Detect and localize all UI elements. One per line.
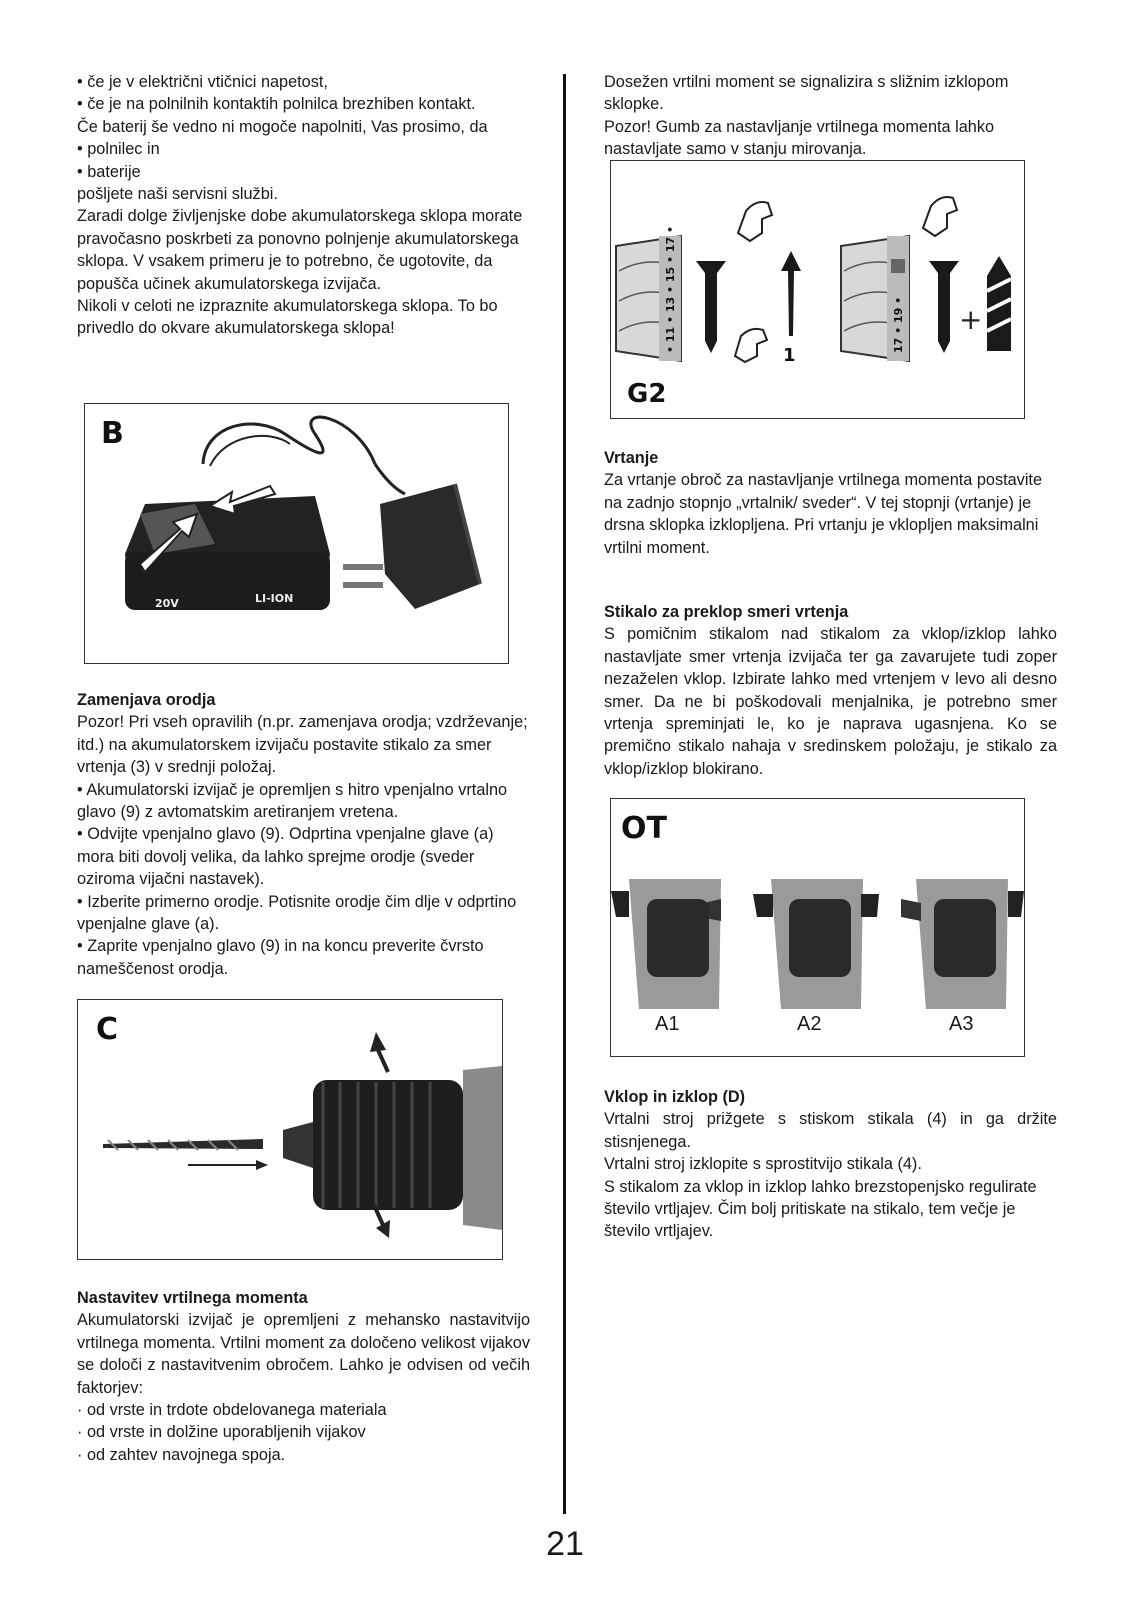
- strong-arm-icon-2: [923, 197, 957, 236]
- torque-knob-warning: Pozor! Gumb za nastavljanje vrtilnega momenta lahko nastavljate samo v stanju mirovanja.: [604, 117, 995, 159]
- charger-battery-illustration: [85, 404, 508, 663]
- page-number: 21: [546, 1525, 584, 1563]
- weak-arm-icon: [735, 329, 767, 362]
- figure-c-label: C: [96, 1012, 119, 1047]
- torque-factor-1: · od vrste in trdote obdelovanega materiala: [77, 1401, 387, 1420]
- battery-life-paragraph: Zaradi dolge življenjske dobe akumulatorskega sklopa morate pravočasno poskrbeti za ponovno polnjenje akumulatorskega sklopa. V vsakem primeru je to potrebno, če ugotovite, da popušča učinek akumulatorskega izvijača.: [77, 207, 523, 293]
- onoff-text-2: Vrtalni stroj izklopite s sprostitvijo stikala (4).: [604, 1155, 922, 1174]
- service-sentence: pošljete naši servisni službi.: [77, 185, 278, 204]
- torque-factor-3: · od zahtev navojnega spoja.: [77, 1445, 286, 1464]
- step-number: 1: [783, 345, 796, 366]
- onoff-heading: Vklop in izklop (D): [604, 1088, 746, 1106]
- figure-b-label: B: [101, 416, 124, 451]
- ring2-scale-label: 17 • 19 •: [892, 296, 905, 353]
- figure-b: [84, 403, 509, 664]
- figure-g2-label: G2: [627, 379, 667, 409]
- torque-heading: Nastavitev vrtilnega momenta: [77, 1289, 308, 1307]
- torque-settings-illustration: [611, 161, 1024, 418]
- bullet-voltage: • če je v električni vtičnici napetost,: [77, 73, 328, 91]
- direction-section: [604, 601, 1057, 780]
- onoff-text-1: Vrtalni stroj prižgete s stiskom stikala (4) in ga držite stisnjenega.: [604, 1110, 1057, 1151]
- tool-change-bullet-1: • Akumulatorski izvijač je opremljen s hitro vpenjalno vrtalno glavo (9) z avtomatskim aretiranjem vretena.: [77, 780, 508, 822]
- left-intro-text: [77, 71, 530, 340]
- drilling-heading: Vrtanje: [604, 449, 659, 467]
- column-divider: [563, 74, 566, 1514]
- clutch-signal-text: Dosežen vrtilni moment se signalizira s sližnim izklopom sklopke.: [604, 73, 1009, 114]
- torque-factor-2: · od vrste in dolžine uporabljenih vijakov: [77, 1423, 366, 1442]
- bullet-contact: • če je na polnilnih kontaktih polnilca brezhiben kontakt.: [77, 95, 476, 114]
- strong-arm-icon: [738, 202, 772, 241]
- tool-change-bullet-4: • Zaprite vpenjalno glavo (9) in na koncu preverite čvrsto nameščenost orodja.: [77, 937, 484, 978]
- direction-heading: Stikalo za preklop smeri vrtenja: [604, 603, 849, 621]
- chuck-drillbit-illustration: [78, 1000, 502, 1259]
- onoff-text-3: S stikalom za vklop in izklop lahko brezstopenjsko regulirate število vrtljajev. Čim bolj pritiskate na stikalo, tem večje je število vrtljajev.: [604, 1177, 1037, 1241]
- switch-position-a1: A1: [655, 1013, 680, 1035]
- switch-position-a3: A3: [949, 1013, 974, 1035]
- torque-text: Akumulatorski izvijač je opremljeni z mehansko nastavitvijo vrtilnega momenta. Vrtilni moment za določeno velikost vijakov se določi z nastavitvenim obročem. Lahko je odvisen od večih faktorjev:: [77, 1311, 530, 1397]
- battery-volt-label: 20V: [155, 597, 179, 610]
- plus-sign: +: [959, 303, 983, 336]
- tool-change-warning: Pozor! Pri vseh opravilih (n.pr. zamenjava orodja; vzdrževanje; itd.) na akumulatorskem izvijaču postavite stikalo za smer vrtenja (3) v srednji položaj.: [77, 713, 528, 777]
- figure-ot-label: OT: [621, 811, 667, 846]
- tool-change-heading: Zamenjava orodja: [77, 691, 216, 709]
- battery-type-label: LI-ION: [255, 592, 294, 605]
- bullet-batteries: • baterije: [77, 162, 141, 181]
- ring1-scale-label: • 11 • 13 • 15 • 17 •: [664, 225, 677, 353]
- switch-position-a2: A2: [797, 1013, 822, 1035]
- intro-sentence: Če baterij še vedno ni mogoče napolniti, Vas prosimo, da: [77, 117, 488, 136]
- figure-ot: [610, 798, 1025, 1057]
- torque-section: [77, 1287, 530, 1466]
- figure-c: [77, 999, 503, 1260]
- tool-change-section: [77, 689, 530, 980]
- direction-text: S pomičnim stikalom nad stikalom za vklop/izklop lahko nastavljate smer vrtenja izvijača ter ga zavarujete tudi zoper nezaželen vklop. Izbirate lahko med vrtenjem v levo ali desno smer. Da ne bi poškodovali menjalnika, je potrebno smer vrtenja spreminjati le, ko je naprava ugasnjena. Ko se premično stikalo nahaja v sredinskem položaju, je stikalo za vklop/izklop blokirano.: [604, 625, 1057, 778]
- drilling-text: Za vrtanje obroč za nastavljanje vrtilnega momenta postavite na zadnjo stopnjo „vrtalnik/ sveder“. V tej stopnji (vrtanje) je drsna sklopka izklopljena. Pri vrtanju je vklopljen maksimalni vrtilni moment.: [604, 471, 1043, 557]
- right-intro-text: [604, 71, 1057, 161]
- bullet-charger: • polnilec in: [77, 140, 160, 159]
- figure-g2: [610, 160, 1025, 419]
- drilling-section: [604, 447, 1057, 559]
- tool-change-bullet-3: • Izberite primerno orodje. Potisnite orodje čim dlje v odprtino vpenjalne glave (a).: [77, 892, 517, 934]
- onoff-section: [604, 1086, 1057, 1243]
- battery-warning: Nikoli v celoti ne izpraznite akumulatorskega sklopa. To bo privedlo do okvare akumulatorskega sklopa!: [77, 297, 498, 338]
- tool-change-bullet-2: • Odvijte vpenjalno glavo (9). Odprtina vpenjalne glave (a) mora biti dovolj velika, da lahko sprejme orodje (sveder oziroma vijačni nastavek).: [77, 825, 494, 889]
